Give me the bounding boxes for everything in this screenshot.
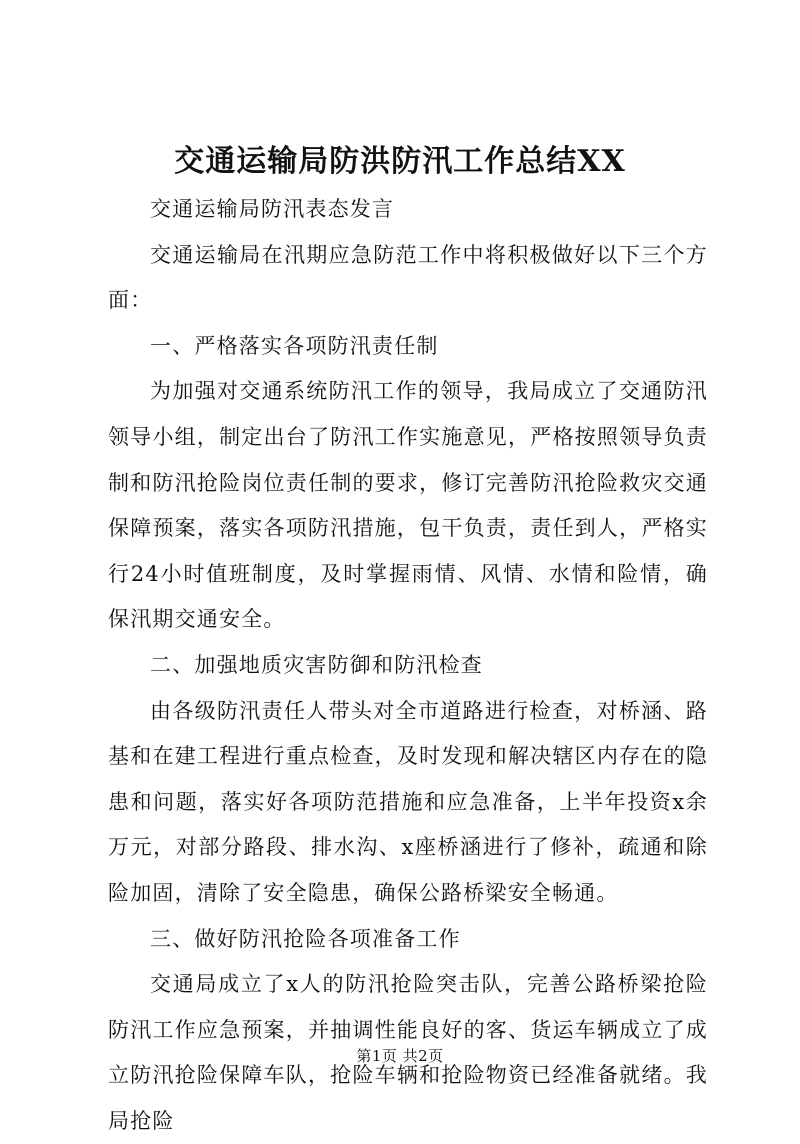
section-body-1: 为加强对交通系统防汛工作的领导，我局成立了交通防汛领导小组，制定出台了防汛工作实施意见，严格按照领导负责制和防汛抢险岗位责任制的要求，修订完善防汛抢险救灾交通保障预案，落实各项防汛措施，包干负责，责任到人，严格实行24小时值班制度，及时掌握雨情、风情、水情和险情，确保汛期交通安全。 <box>108 379 708 632</box>
section-body-3: 交通局成立了x人的防汛抢险突击队，完善公路桥梁抢险防汛工作应急预案，并抽调性能良好的客、货运车辆成立了成立防汛抢险保障车队，抢险车辆和抢险物资已经准备就绪。我局抢险 <box>108 972 708 1133</box>
section-heading-3: 三、做好防汛抢险各项准备工作 <box>150 926 461 951</box>
subtitle-paragraph: 交通运输局防汛表态发言 <box>150 197 395 221</box>
document-title: 交通运输局防洪防汛工作总结XX <box>174 144 626 179</box>
document-body <box>108 187 708 1144</box>
intro-paragraph: 交通运输局在汛期应急防范工作中将积极做好以下三个方面： <box>108 242 708 313</box>
section-heading-2: 二、加强地质灾害防御和防汛检查 <box>150 652 483 677</box>
section-heading-1: 一、严格落实各项防汛责任制 <box>150 333 439 358</box>
section-body-2: 由各级防汛责任人带头对全市道路进行检查，对桥涵、路基和在建工程进行重点检查，及时发现和解决辖区内存在的隐患和问题，落实好各项防范措施和应急准备，上半年投资x余万元，对部分路段、排水沟、x座桥涵进行了修补，疏通和除险加固，清除了安全隐患，确保公路桥梁安全畅通。 <box>108 698 708 905</box>
page-indicator: 第1页 共2页 <box>356 1047 444 1065</box>
